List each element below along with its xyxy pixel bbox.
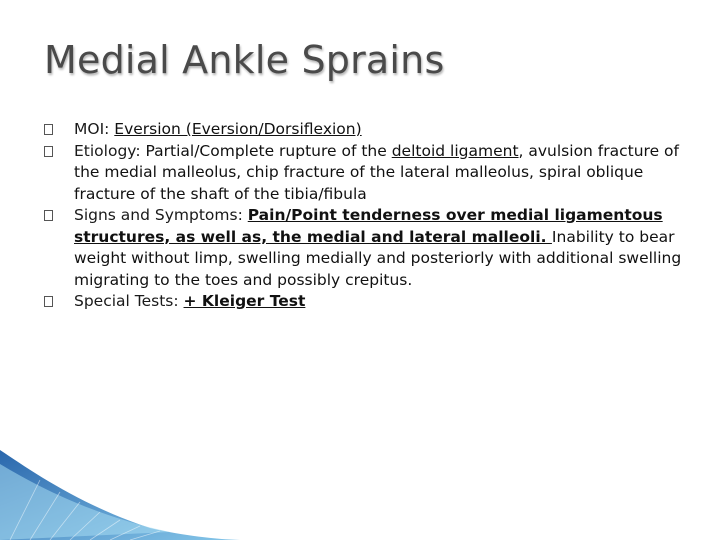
- bullet-label: Etiology:: [74, 141, 146, 160]
- bullet-label: Signs and Symptoms:: [74, 206, 248, 224]
- bullet-moi: [44, 119, 684, 141]
- bullet-list: [44, 119, 684, 313]
- bullet-emphasis: + Kleiger Test: [183, 292, 306, 310]
- bullet-emphasis: Pain/Point tenderness over medial ligamentous structures, as well as, the medial and lateral malleoli.: [74, 206, 663, 246]
- bullet-marker-icon: [44, 146, 53, 157]
- bullet-label: MOI:: [74, 120, 115, 138]
- bullet-text: Partial/Complete rupture of the: [145, 141, 392, 160]
- deltoid-ligament-term: deltoid ligament: [391, 141, 519, 160]
- bullet-special-tests: [44, 291, 684, 313]
- bullet-label: Special Tests:: [74, 292, 184, 310]
- bullet-marker-icon: [44, 124, 53, 135]
- slide-title: Medial Ankle Sprains: [44, 38, 445, 82]
- bullet-marker-icon: [44, 296, 53, 307]
- bullet-marker-icon: [44, 210, 53, 221]
- bullet-etiology: [44, 141, 684, 206]
- corner-wave-decoration: [0, 450, 240, 540]
- bullet-text: Inability to bear weight without limp, swelling medially and posteriorly with additional swelling migrating to the toes and possibly crepitus.: [74, 227, 682, 289]
- bullet-text: , avulsion fracture of the medial malleolus, chip fracture of the lateral malleolus, spiral oblique fracture of the shaft of the tibia/fibula: [74, 141, 679, 203]
- bullet-value: Eversion (Eversion/Dorsiflexion): [114, 120, 362, 138]
- bullet-signs-symptoms: [44, 205, 684, 291]
